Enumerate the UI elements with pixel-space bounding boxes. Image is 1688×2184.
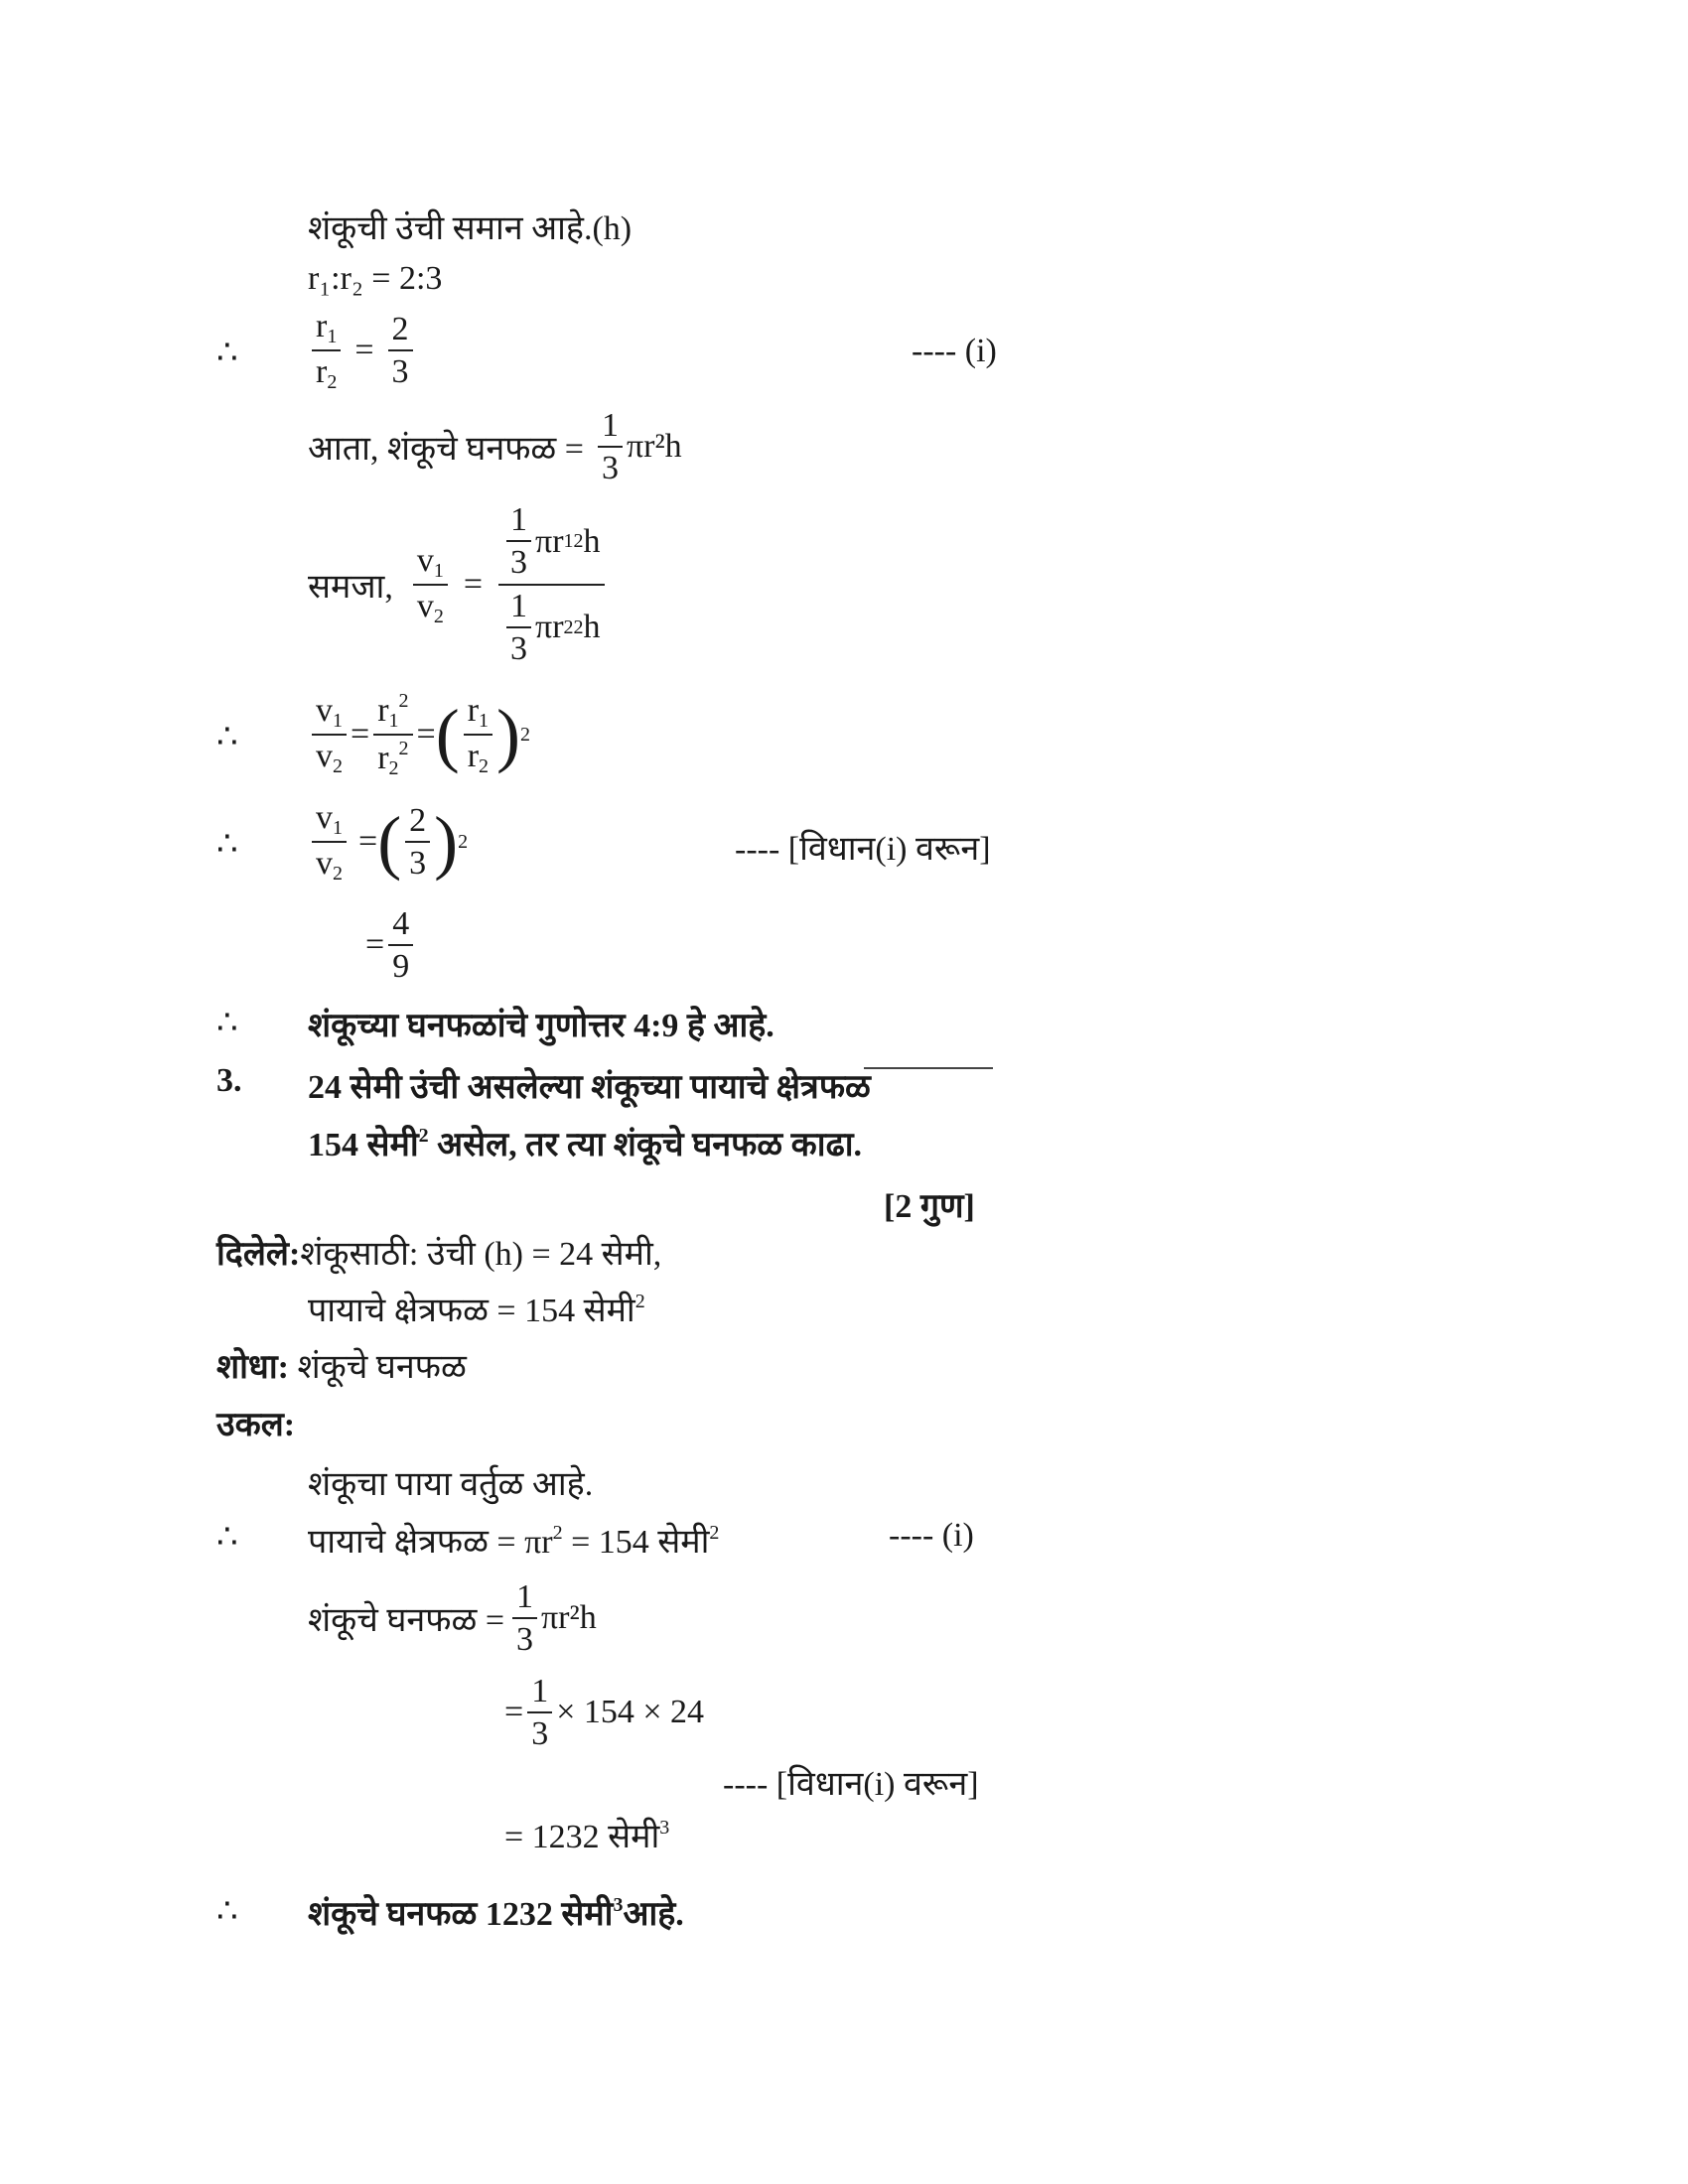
solution-label: उकल: [216,1407,296,1443]
fraction-r1-r2: $\frac{r_1}{r_2}$ [312,308,341,393]
volume-ratio-result: = $\frac{4}{9}$ [365,905,417,986]
question-text-line1: 24 सेमी उंची असलेल्या शंकूच्या पायाचे क्षेत्रफळ [308,1069,871,1106]
fraction-2-3: $\frac{2}{3}$ [388,311,413,391]
given-line: दिलेले:शंकूसाठी: उंची (h) = 24 सेमी, [216,1236,662,1273]
therefore-symbol: ∴ [216,719,238,755]
therefore-symbol: ∴ [216,1893,238,1930]
question-text-line2: 154 सेमी$^2$ असेल, तर त्या शंकूचे घनफळ काढा. [308,1125,863,1163]
section-divider [864,1067,993,1069]
volume-substitution: = $\frac{1}{3}$ × 154 × 24 [504,1673,705,1753]
therefore-symbol: ∴ [216,1519,238,1556]
volume-ratio-squared: $\frac{v_1}{v_2}$ = $\frac{r_1^2}{r_2^2}$ = ( $\frac{r_1}{r_2}$ ) 2 [308,690,530,779]
therefore-symbol: ∴ [216,826,238,863]
ratio-conclusion: शंकूच्या घनफळांचे गुणोत्तर 4:9 हे आहे. [308,1008,774,1044]
therefore-symbol: ∴ [216,335,238,371]
cone-volume-formula: शंकूचे घनफळ = $\frac{1}{3}$ πr²h [308,1578,597,1659]
therefore-symbol: ∴ [216,1005,238,1041]
ratio-given: r₁:r₂ = 2:3 [308,260,443,297]
volume-result: = 1232 सेमी$^3$ [504,1817,670,1855]
equation-ref-from-i: ---- [विधान(i) वरून] [723,1766,979,1803]
equation-ref-i: ---- (i) [889,1517,974,1554]
cone-volume-formula: आता, शंकूचे घनफळ = $\frac{1}{3}$ πr²h [308,407,682,487]
ratio-fraction: $\frac{r_1}{r_2}$ = $\frac{2}{3}$ [308,308,417,393]
question-marks: [2 गुण] [884,1188,975,1225]
equation-ref-from-i: ---- [विधान(i) वरून] [735,831,991,868]
base-area-equation: पायाचे क्षेत्रफळ = $\pi r^2 = 154$ सेमी$^2$ [308,1522,720,1561]
volume-ratio-setup: समजा, $\frac{v_1}{v_2}$ = $\frac{1}{3}$ πr 1 2 h $\frac{1}{3}$ πr 2 2 h [308,501,609,668]
question-number: 3. [216,1062,242,1099]
statement-equal-height: शंकूची उंची समान आहे.(h) [308,210,633,247]
volume-ratio-value: $\frac{v_1}{v_2}$ = ( $\frac{2}{3}$ ) 2 [308,799,468,885]
find-line: शोधा: शंकूचे घनफळ [216,1349,467,1386]
given-base-area: पायाचे क्षेत्रफळ = 154 सेमी$^2$ [308,1291,645,1329]
equation-ref-i: ---- (i) [912,333,997,369]
volume-conclusion: शंकूचे घनफळ 1232 सेमी$^3$आहे. [308,1894,684,1933]
base-is-circle: शंकूचा पाया वर्तुळ आहे. [308,1466,594,1503]
